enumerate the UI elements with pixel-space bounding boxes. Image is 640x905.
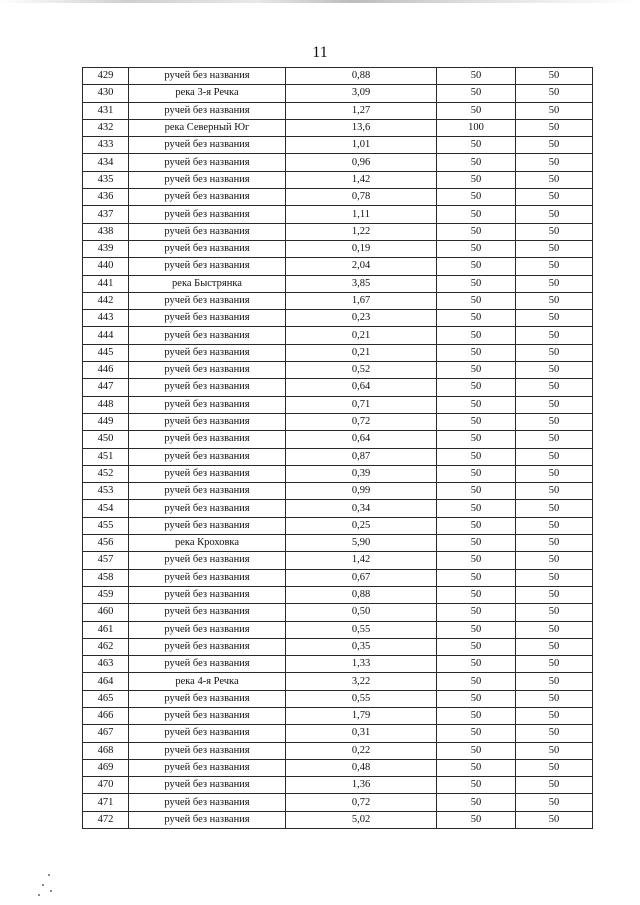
coastal-strip: 50: [516, 171, 593, 188]
water-body-name: ручей без названия: [129, 569, 286, 586]
coastal-strip: 50: [516, 517, 593, 534]
water-body-name: ручей без названия: [129, 517, 286, 534]
table-row: [83, 119, 593, 136]
row-number: 468: [83, 742, 129, 759]
water-body-name: река Кроховка: [129, 535, 286, 552]
row-number: 465: [83, 690, 129, 707]
water-body-name: ручей без названия: [129, 500, 286, 517]
row-number: 447: [83, 379, 129, 396]
protection-zone: 50: [437, 171, 516, 188]
coastal-strip: 50: [516, 621, 593, 638]
table-row: [83, 569, 593, 586]
coastal-strip: 50: [516, 742, 593, 759]
table-row: [83, 310, 593, 327]
table-row: [83, 673, 593, 690]
table-row: [83, 362, 593, 379]
length-km: 1,42: [286, 552, 437, 569]
length-km: 0,55: [286, 690, 437, 707]
table-row: [83, 725, 593, 742]
protection-zone: 50: [437, 137, 516, 154]
protection-zone: 50: [437, 517, 516, 534]
coastal-strip: 50: [516, 725, 593, 742]
table-row: [83, 85, 593, 102]
table-row: [83, 535, 593, 552]
coastal-strip: 50: [516, 85, 593, 102]
row-number: 464: [83, 673, 129, 690]
table-row: [83, 500, 593, 517]
coastal-strip: 50: [516, 759, 593, 776]
coastal-strip: 50: [516, 707, 593, 724]
coastal-strip: 50: [516, 413, 593, 430]
row-number: 456: [83, 535, 129, 552]
row-number: 470: [83, 777, 129, 794]
protection-zone: 100: [437, 119, 516, 136]
table-row: [83, 396, 593, 413]
length-km: 0,64: [286, 379, 437, 396]
length-km: 0,64: [286, 431, 437, 448]
row-number: 451: [83, 448, 129, 465]
table-row: [83, 794, 593, 811]
protection-zone: 50: [437, 690, 516, 707]
table-row: [83, 171, 593, 188]
coastal-strip: 50: [516, 154, 593, 171]
table-row: [83, 586, 593, 603]
length-km: 0,78: [286, 189, 437, 206]
table-row: [83, 258, 593, 275]
length-km: 0,31: [286, 725, 437, 742]
protection-zone: 50: [437, 102, 516, 119]
row-number: 472: [83, 811, 129, 828]
row-number: 459: [83, 586, 129, 603]
row-number: 439: [83, 240, 129, 257]
coastal-strip: 50: [516, 102, 593, 119]
table-row: [83, 638, 593, 655]
table-row: [83, 413, 593, 430]
water-body-name: ручей без названия: [129, 310, 286, 327]
table-row: [83, 206, 593, 223]
row-number: 434: [83, 154, 129, 171]
row-number: 448: [83, 396, 129, 413]
row-number: 458: [83, 569, 129, 586]
protection-zone: 50: [437, 154, 516, 171]
protection-zone: 50: [437, 759, 516, 776]
table-row: [83, 465, 593, 482]
row-number: 467: [83, 725, 129, 742]
coastal-strip: 50: [516, 362, 593, 379]
table-row: [83, 690, 593, 707]
water-body-name: ручей без названия: [129, 102, 286, 119]
table-row: [83, 154, 593, 171]
coastal-strip: 50: [516, 673, 593, 690]
table-row: [83, 621, 593, 638]
coastal-strip: 50: [516, 500, 593, 517]
table-row: [83, 102, 593, 119]
water-body-name: ручей без названия: [129, 396, 286, 413]
length-km: 5,02: [286, 811, 437, 828]
water-body-name: ручей без названия: [129, 690, 286, 707]
length-km: 1,27: [286, 102, 437, 119]
protection-zone: 50: [437, 258, 516, 275]
length-km: 0,34: [286, 500, 437, 517]
row-number: 436: [83, 189, 129, 206]
water-body-name: ручей без названия: [129, 759, 286, 776]
row-number: 441: [83, 275, 129, 292]
coastal-strip: 50: [516, 68, 593, 85]
length-km: 3,22: [286, 673, 437, 690]
length-km: 0,88: [286, 586, 437, 603]
length-km: 0,48: [286, 759, 437, 776]
protection-zone: 50: [437, 465, 516, 482]
coastal-strip: 50: [516, 189, 593, 206]
water-body-name: ручей без названия: [129, 292, 286, 309]
length-km: 0,55: [286, 621, 437, 638]
table-row: [83, 483, 593, 500]
protection-zone: 50: [437, 569, 516, 586]
coastal-strip: 50: [516, 552, 593, 569]
row-number: 431: [83, 102, 129, 119]
protection-zone: 50: [437, 638, 516, 655]
length-km: 1,33: [286, 656, 437, 673]
protection-zone: 50: [437, 379, 516, 396]
length-km: 0,35: [286, 638, 437, 655]
protection-zone: 50: [437, 206, 516, 223]
table-row: [83, 189, 593, 206]
water-body-name: ручей без названия: [129, 483, 286, 500]
coastal-strip: 50: [516, 431, 593, 448]
length-km: 0,21: [286, 327, 437, 344]
table-row: [83, 379, 593, 396]
protection-zone: 50: [437, 275, 516, 292]
protection-zone: 50: [437, 327, 516, 344]
water-body-name: ручей без названия: [129, 137, 286, 154]
protection-zone: 50: [437, 707, 516, 724]
row-number: 452: [83, 465, 129, 482]
protection-zone: 50: [437, 794, 516, 811]
row-number: 471: [83, 794, 129, 811]
length-km: 0,87: [286, 448, 437, 465]
length-km: 3,85: [286, 275, 437, 292]
table-row: [83, 327, 593, 344]
coastal-strip: 50: [516, 379, 593, 396]
coastal-strip: 50: [516, 535, 593, 552]
length-km: 1,01: [286, 137, 437, 154]
protection-zone: 50: [437, 586, 516, 603]
protection-zone: 50: [437, 621, 516, 638]
coastal-strip: 50: [516, 137, 593, 154]
length-km: 0,72: [286, 413, 437, 430]
table-row: [83, 137, 593, 154]
table-row: [83, 552, 593, 569]
table-row: [83, 811, 593, 828]
length-km: 0,96: [286, 154, 437, 171]
row-number: 455: [83, 517, 129, 534]
table-row: [83, 344, 593, 361]
length-km: 5,90: [286, 535, 437, 552]
protection-zone: 50: [437, 310, 516, 327]
protection-zone: 50: [437, 725, 516, 742]
water-body-name: ручей без названия: [129, 465, 286, 482]
row-number: 435: [83, 171, 129, 188]
water-body-name: ручей без названия: [129, 344, 286, 361]
row-number: 430: [83, 85, 129, 102]
length-km: 1,36: [286, 777, 437, 794]
table-row: [83, 68, 593, 85]
table-row: [83, 431, 593, 448]
coastal-strip: 50: [516, 448, 593, 465]
coastal-strip: 50: [516, 396, 593, 413]
coastal-strip: 50: [516, 119, 593, 136]
length-km: 3,09: [286, 85, 437, 102]
row-number: 461: [83, 621, 129, 638]
water-body-name: ручей без названия: [129, 68, 286, 85]
scan-specks: [36, 870, 56, 900]
length-km: 1,67: [286, 292, 437, 309]
row-number: 460: [83, 604, 129, 621]
water-body-name: река Быстрянка: [129, 275, 286, 292]
length-km: 0,23: [286, 310, 437, 327]
water-body-name: ручей без названия: [129, 552, 286, 569]
water-body-name: ручей без названия: [129, 154, 286, 171]
water-body-name: ручей без названия: [129, 206, 286, 223]
length-km: 0,50: [286, 604, 437, 621]
coastal-strip: 50: [516, 344, 593, 361]
row-number: 437: [83, 206, 129, 223]
table-row: [83, 517, 593, 534]
table-row: [83, 707, 593, 724]
table-body: [83, 68, 593, 829]
protection-zone: 50: [437, 742, 516, 759]
row-number: 445: [83, 344, 129, 361]
water-bodies-table: [82, 67, 593, 829]
water-body-name: река 4-я Речка: [129, 673, 286, 690]
length-km: 0,88: [286, 68, 437, 85]
length-km: 0,72: [286, 794, 437, 811]
water-body-name: ручей без названия: [129, 794, 286, 811]
protection-zone: 50: [437, 344, 516, 361]
page-number: 11: [312, 44, 328, 61]
water-body-name: ручей без названия: [129, 811, 286, 828]
protection-zone: 50: [437, 777, 516, 794]
length-km: 0,71: [286, 396, 437, 413]
length-km: 0,22: [286, 742, 437, 759]
coastal-strip: 50: [516, 258, 593, 275]
protection-zone: 50: [437, 85, 516, 102]
water-body-name: ручей без названия: [129, 171, 286, 188]
row-number: 450: [83, 431, 129, 448]
table-row: [83, 275, 593, 292]
protection-zone: 50: [437, 431, 516, 448]
coastal-strip: 50: [516, 656, 593, 673]
protection-zone: 50: [437, 362, 516, 379]
length-km: 0,25: [286, 517, 437, 534]
coastal-strip: 50: [516, 206, 593, 223]
protection-zone: 50: [437, 448, 516, 465]
coastal-strip: 50: [516, 483, 593, 500]
row-number: 438: [83, 223, 129, 240]
water-body-name: ручей без названия: [129, 604, 286, 621]
water-body-name: ручей без названия: [129, 362, 286, 379]
coastal-strip: 50: [516, 240, 593, 257]
length-km: 1,42: [286, 171, 437, 188]
protection-zone: 50: [437, 413, 516, 430]
coastal-strip: 50: [516, 777, 593, 794]
row-number: 443: [83, 310, 129, 327]
coastal-strip: 50: [516, 292, 593, 309]
protection-zone: 50: [437, 535, 516, 552]
row-number: 453: [83, 483, 129, 500]
coastal-strip: 50: [516, 275, 593, 292]
coastal-strip: 50: [516, 223, 593, 240]
row-number: 449: [83, 413, 129, 430]
coastal-strip: 50: [516, 811, 593, 828]
protection-zone: 50: [437, 500, 516, 517]
water-body-name: река Северный Юг: [129, 119, 286, 136]
coastal-strip: 50: [516, 569, 593, 586]
coastal-strip: 50: [516, 604, 593, 621]
protection-zone: 50: [437, 483, 516, 500]
protection-zone: 50: [437, 68, 516, 85]
length-km: 1,79: [286, 707, 437, 724]
protection-zone: 50: [437, 811, 516, 828]
row-number: 440: [83, 258, 129, 275]
row-number: 429: [83, 68, 129, 85]
length-km: 0,39: [286, 465, 437, 482]
water-body-name: ручей без названия: [129, 258, 286, 275]
coastal-strip: 50: [516, 465, 593, 482]
row-number: 469: [83, 759, 129, 776]
water-body-name: ручей без названия: [129, 189, 286, 206]
table-row: [83, 240, 593, 257]
row-number: 454: [83, 500, 129, 517]
coastal-strip: 50: [516, 327, 593, 344]
water-body-name: ручей без названия: [129, 656, 286, 673]
protection-zone: 50: [437, 656, 516, 673]
table-row: [83, 777, 593, 794]
water-body-name: ручей без названия: [129, 223, 286, 240]
length-km: 0,19: [286, 240, 437, 257]
protection-zone: 50: [437, 223, 516, 240]
row-number: 444: [83, 327, 129, 344]
table-row: [83, 223, 593, 240]
table-row: [83, 604, 593, 621]
coastal-strip: 50: [516, 638, 593, 655]
water-body-name: ручей без названия: [129, 638, 286, 655]
water-body-name: река 3-я Речка: [129, 85, 286, 102]
row-number: 432: [83, 119, 129, 136]
water-body-name: ручей без названия: [129, 431, 286, 448]
protection-zone: 50: [437, 604, 516, 621]
protection-zone: 50: [437, 240, 516, 257]
row-number: 457: [83, 552, 129, 569]
row-number: 463: [83, 656, 129, 673]
length-km: 0,99: [286, 483, 437, 500]
protection-zone: 50: [437, 673, 516, 690]
water-body-name: ручей без названия: [129, 413, 286, 430]
length-km: 1,11: [286, 206, 437, 223]
scan-top-edge: [0, 0, 640, 3]
water-body-name: ручей без названия: [129, 448, 286, 465]
protection-zone: 50: [437, 396, 516, 413]
table-row: [83, 759, 593, 776]
length-km: 0,21: [286, 344, 437, 361]
table-row: [83, 292, 593, 309]
coastal-strip: 50: [516, 586, 593, 603]
length-km: 0,67: [286, 569, 437, 586]
water-body-name: ручей без названия: [129, 777, 286, 794]
row-number: 462: [83, 638, 129, 655]
coastal-strip: 50: [516, 310, 593, 327]
length-km: 0,52: [286, 362, 437, 379]
water-body-name: ручей без названия: [129, 725, 286, 742]
water-body-name: ручей без названия: [129, 621, 286, 638]
row-number: 442: [83, 292, 129, 309]
protection-zone: 50: [437, 552, 516, 569]
row-number: 466: [83, 707, 129, 724]
water-body-name: ручей без названия: [129, 707, 286, 724]
water-body-name: ручей без названия: [129, 240, 286, 257]
protection-zone: 50: [437, 292, 516, 309]
water-body-name: ручей без названия: [129, 327, 286, 344]
length-km: 2,04: [286, 258, 437, 275]
table-row: [83, 742, 593, 759]
row-number: 446: [83, 362, 129, 379]
length-km: 1,22: [286, 223, 437, 240]
coastal-strip: 50: [516, 794, 593, 811]
coastal-strip: 50: [516, 690, 593, 707]
table-row: [83, 656, 593, 673]
protection-zone: 50: [437, 189, 516, 206]
water-body-name: ручей без названия: [129, 586, 286, 603]
length-km: 13,6: [286, 119, 437, 136]
water-body-name: ручей без названия: [129, 379, 286, 396]
water-body-name: ручей без названия: [129, 742, 286, 759]
table-row: [83, 448, 593, 465]
row-number: 433: [83, 137, 129, 154]
